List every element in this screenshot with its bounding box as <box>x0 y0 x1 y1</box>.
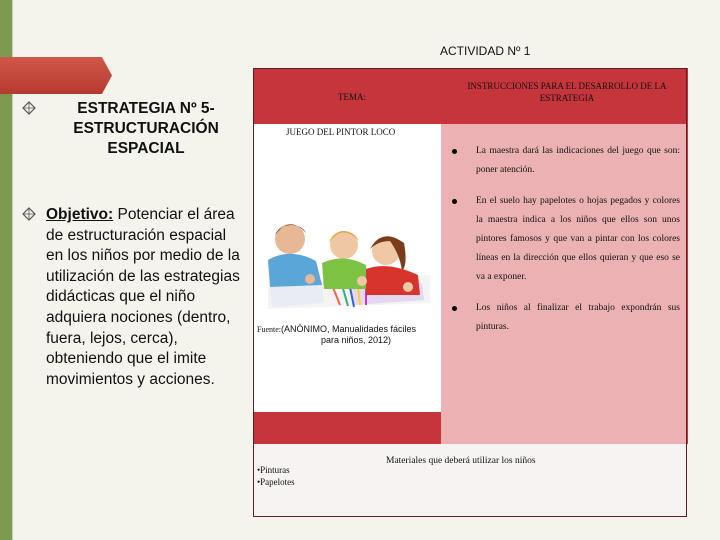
objective-paragraph <box>22 205 244 390</box>
source-text: (ANÓNIMO, Manualidades fáciles <box>281 324 417 334</box>
objective-label: Objetivo: <box>46 206 114 223</box>
list-item: •Papelotes <box>257 477 295 487</box>
tema-label: TEMA: <box>338 92 366 102</box>
objective-text: Potenciar el área de estructuración espacial en los niños por medio de la utilización de las estrategias didácticas que el niño adquiera nociones (dentro, fuera, lejos, cerca), obteniendo que el imite movimientos y acciones. <box>46 206 240 388</box>
strategy-line-3: ESPACIAL <box>107 140 185 157</box>
materials-list <box>257 464 295 488</box>
instructions-header: INSTRUCCIONES PARA EL DESARROLLO DE LA ESTRATEGIA <box>467 81 667 103</box>
list-item: Los niños al finalizar el trabajo expondrán sus pinturas. <box>450 299 680 337</box>
decorative-red-tab <box>0 57 112 94</box>
list-item: En el suelo hay papelotes o hojas pegados y colores la maestra indica a los niños que ellos son unos pintores famosos y que van a pintar con los colores líneas en la dirección que ellos quieran y que eso se va a exponer. <box>450 192 680 287</box>
source-label: Fuente: <box>257 325 281 334</box>
bullet-dot-icon <box>452 306 457 311</box>
slide-title: ACTIVIDAD Nº 1 <box>440 44 531 58</box>
diamond-bullet-icon <box>22 101 36 115</box>
children-painting-photo <box>262 205 432 320</box>
strategy-heading <box>22 99 242 159</box>
source-text-2: para niños, 2012) <box>320 335 392 345</box>
list-item: La maestra dará las indicaciones del juego que son: poner atención. <box>450 142 680 180</box>
bullet-dot-icon <box>452 149 457 154</box>
bullet-dot-icon <box>452 199 457 204</box>
list-item: •Pinturas <box>257 465 290 475</box>
diamond-bullet-icon <box>22 207 36 221</box>
strategy-line-2: ESTRUCTURACIÓN <box>73 120 219 137</box>
strategy-line-1: ESTRATEGIA Nº 5- <box>77 100 215 117</box>
instructions-list <box>450 142 680 337</box>
materials-header: Materiales que deberá utilizar los niños <box>386 456 536 466</box>
game-title: JUEGO DEL PINTOR LOCO <box>286 127 396 137</box>
source-citation <box>257 324 447 345</box>
